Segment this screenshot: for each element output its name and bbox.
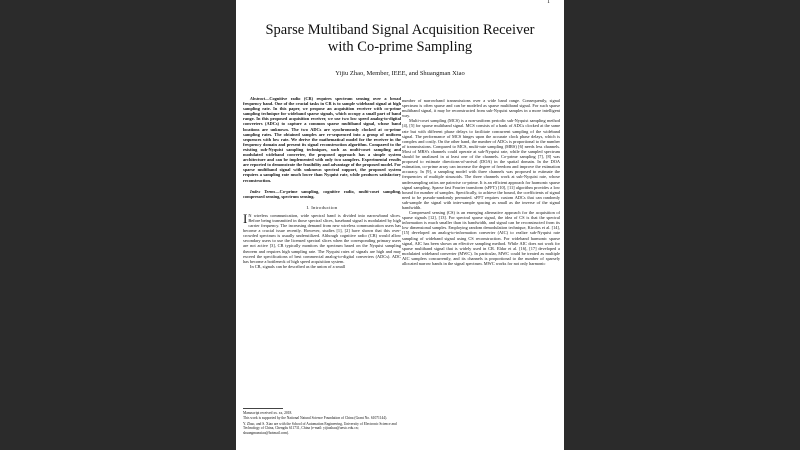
right-paragraph-1: number of narrowband transmissions over a wide band range. Consequently, signal spectrum is often sparse and can be modeled as sparse multiband signal. For such sparse multiband signal, it may be reconstructed from sub-Nyquist samples in a more intelligent way. <box>402 98 560 119</box>
footnote-affiliation: Y. Zhao, and S. Xiao are with the School of Automation Engineering, University of Electronic Science and Technology of China, Chengdu 611731, China (e-mail: yijiuzhao@uestc.edu.cn; shuangmanxiao@hotmail.com). <box>243 421 397 435</box>
paper-title <box>236 22 564 56</box>
footnote <box>243 407 401 435</box>
abstract <box>243 96 401 183</box>
abstract-text: —Cognitive radio (CR) requires spectrum sensing over a broad frequency band. One of the crucial tasks in CR is to sample wideband signal at high sampling rate. In this paper, we propose an acquisition receiver with co-prime sampling technique for wideband sparse signals, which occupy a small part of band range. In this proposed acquisition receiver, we use two low speed analog-to-digital converters (ADCs) to capture a common sparse multiband signal, whose band locations are unknown. The two ADCs are synchronously clocked at co-prime sampling rates. The obtained samples are re-sequenced into a group of uniform sequences with low rate. We derive the mathematical model for the receiver in the frequency domain and present its signal reconstruction algorithm. Compared to the existing sub-Nyquist sampling techniques, such as multi-coset sampling and modulated wideband converter, the proposed approach has a simple system architecture and can be implemented with only two samplers. Experimental results are reported to demonstrate the feasibility and advantage of the proposed model. For sparse multiband signal with unknown spectral support, the proposed system requires a sampling rate much lower than Nyquist rate, while produces satisfactory reconstruction. <box>243 96 401 183</box>
footnote-support: This work is supported by the National Natural Science Foundation of China (Grant No. 61071144). <box>243 416 388 421</box>
title-line-1: Sparse Multiband Signal Acquisition Receiver <box>265 22 535 38</box>
right-column <box>402 98 560 266</box>
paper-page <box>236 0 564 450</box>
right-paragraph-3: Compressed sensing (CS) is an emerging alternative approach for the acquisition of sparse signals [12], [13]. For spectral sparse signal, the idea of CS is that the spectral information is much smaller than its bandwidth, and signal can be reconstructed from its low dimensional samples. Employing random demodulation technique, Kirolos et al. [14], [15] developed an analog-to-information converter (AIC) to realize sub-Nyquist rate sampling of wideband signal using CS reconstruction. For wideband harmonic sparse signal, AIC has been shown an effective sampling method. While AIC does not work for sparse multiband signal that is widely used in CR. Eldar et al. [16], [17] developed a modulated wideband converter (MWC). In particular, MWC could be treated as multiple AIC samplers concurrently, and its channels is proportional to the number of sparsely allocated narrow bands in the signal spectrum. MWC works for not only harmonic <box>402 210 560 266</box>
footnote-rule <box>243 408 283 409</box>
footnote-received: Manuscript received xx. xx, 2018. <box>243 411 293 415</box>
intro-paragraph-1-text: N wireless communication, wide spectral band is divided into narrowband slices. Before being transmitted in those spectral slices, baseband signal is modulated by high carrier frequency. The increasing demand from new wireless communication users has become a crucial issue recently. However, studies [1], [2] have shown that this over-crowded spectrum is usually underutilized. Although cognitive radio (CR) would allow secondary users to use the licensed spectral slices when the corresponding primary users are not active [3], CR typically monitors the spectrum based on the Nyquist sampling theorem and requires high sampling rate. The Nyquist rates of signals are high and may exceed the specifications of best commercial analog-to-digital converters (ADCs). ADC has become a bottleneck of high speed acquisition system. <box>243 212 401 264</box>
index-terms <box>243 189 401 199</box>
page-number: 1 <box>547 0 550 5</box>
abstract-label: Abstract <box>250 96 265 101</box>
title-line-2: with Co-prime Sampling <box>327 39 473 55</box>
index-terms-text: —Co-prime sampling, cognitive radio, multi-coset sampling, compressed sensing, spectrum sensing. <box>243 188 401 199</box>
intro-paragraph-1 <box>243 210 401 264</box>
intro-paragraph-2: In CR, signals can be described as the union of a small <box>250 263 346 269</box>
author-line: Yijiu Zhao, Member, IEEE, and Shuangman Xiao <box>335 70 465 77</box>
right-paragraph-2: Multi-coset sampling (MCS) is a non-uniform periodic sub-Nyquist sampling method [4], [5] for sparse multiband signal. MCS consists of a bank of ADCs clocked at the same rate but with different phase delays to facilitate concurrent sampling of the wideband signal. The performance of MCS hinges upon the accurate clock phase delays, which is complex and costly. On the other hand, the number of ADCs is proportional to the number of transmissions. Compared to MCS, multi-rate sampling (MRS) [6] needs less channels. Most of MRS's channels could operate at sub-Nyquist rate, while the sampled spectrum should be unaliased in at least one of the channels. Co-prime sampling [7], [8] was proposed to estimate directions-of-arrival (DOA) in the spatial domain. In the DOA estimation, co-prime array can increase the degree of freedom and improve the estimation accuracy. In [9], a sampling model with three channels was proposed to estimate the frequencies of multiple sinusoids. The three channels work at sub-Nyquist rate, whose undersampling ratios are pairwise co-prime. It is an efficient approach for harmonic sparse signal sampling. Sparse fast Fourier transform (sFFT) [10], [11] algorithm provides a low bound for number of samples. Specifically, to achieve the bound, the coefficients of signal need to be pseudo-randomly permuted. sFFT requires custom ADCs that can randomly sub-sample the signal with inter-sample spacing as small as the inverse of the signal bandwidth. <box>402 118 560 210</box>
section-heading-introduction: I. Introduction <box>306 204 338 210</box>
drop-cap: I <box>243 210 248 226</box>
left-column <box>243 96 401 269</box>
index-terms-label: Index Terms <box>250 188 276 194</box>
